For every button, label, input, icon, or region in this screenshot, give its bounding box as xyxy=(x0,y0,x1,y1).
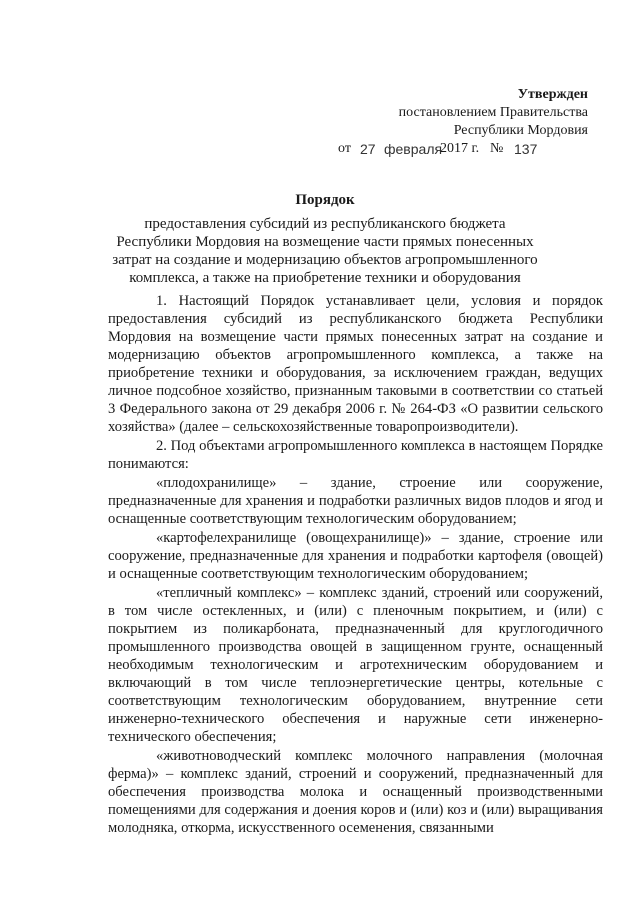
document-body xyxy=(108,292,603,837)
approval-date-line xyxy=(338,140,588,158)
date-prefix: от xyxy=(338,141,351,156)
paragraph: 2. Под объектами агропромышленного комплекса в настоящем Порядке понимаются: xyxy=(108,438,603,472)
paragraph: 1. Настоящий Порядок устанавливает цели, условия и порядок предоставления субсидий из республиканского бюджета Республики Мордовия на возмещение части прямых понесенных затрат на создание и модернизацию объектов агропромышленного комплекса, а также на приобретение техники и оборудования, за исключением граждан, ведущих личное подсобное хозяйство, признанным таковыми в соответствии со статьей 3 Федерального закона от 29 декабря 2006 г. № 264-ФЗ «О развитии сельского хозяйства» (далее – сельскохозяйственные товаропроизводители). xyxy=(108,293,603,435)
paragraph: «картофелехранилище (овощехранилище)» – здание, строение или сооружение, предназначенные для хранения и подработки картофеля (овощей) и оснащенные соответствующим технологическим оборудованием; xyxy=(108,530,603,582)
paragraph: «животноводческий комплекс молочного направления (молочная ферма)» – комплекс зданий, строений и сооружений, предназначенный для обеспечения производства молока и оснащенный производственными помещениями для содержания и доения коров и (или) коз и (или) выращивания молодняка, откорма, искусственного осеменения, связанными xyxy=(108,748,603,836)
approval-line-2: Республики Мордовия xyxy=(453,123,588,138)
approval-title: Утвержден xyxy=(517,87,588,102)
date-year: 2017 г. xyxy=(440,141,480,156)
paragraph: «тепличный комплекс» – комплекс зданий, строений или сооружений, в том числе остекленных, и (или) с пленочным покрытием, и (или) с покрытием из поликарбоната, предназначенный для круглогодичного промышленного производства овощей в защищенном грунте, оснащенный необходимым технологическим и агротехническим оборудованием и включающий в том числе теплоэнергетические центры, котельные с соответствующим технологическим оборудованием, внутренние сети инженерно-технического обеспечения и наружные сети инженерно-технического обеспечения; xyxy=(108,585,603,745)
document-subtitle: предоставления субсидий из республиканского бюджета Республики Мордовия на возмещение части прямых понесенных затрат на создание и модернизацию объектов агропромышленного комплекса, а также на приобретение техники и оборудования xyxy=(112,216,538,286)
date-month: февраля xyxy=(384,141,443,157)
approval-line-1: постановлением Правительства xyxy=(398,105,588,120)
document-title-block xyxy=(110,191,540,287)
paragraph: «плодохранилище» – здание, строение или сооружение, предназначенные для хранения и подработки различных видов плодов и ягод и оснащенные соответствующим технологическим оборудованием; xyxy=(108,475,603,527)
approval-stamp xyxy=(338,86,588,158)
document-number: 137 xyxy=(514,141,538,157)
document-title: Порядок xyxy=(295,192,355,208)
number-prefix: № xyxy=(490,141,504,156)
date-day: 27 xyxy=(360,141,376,157)
